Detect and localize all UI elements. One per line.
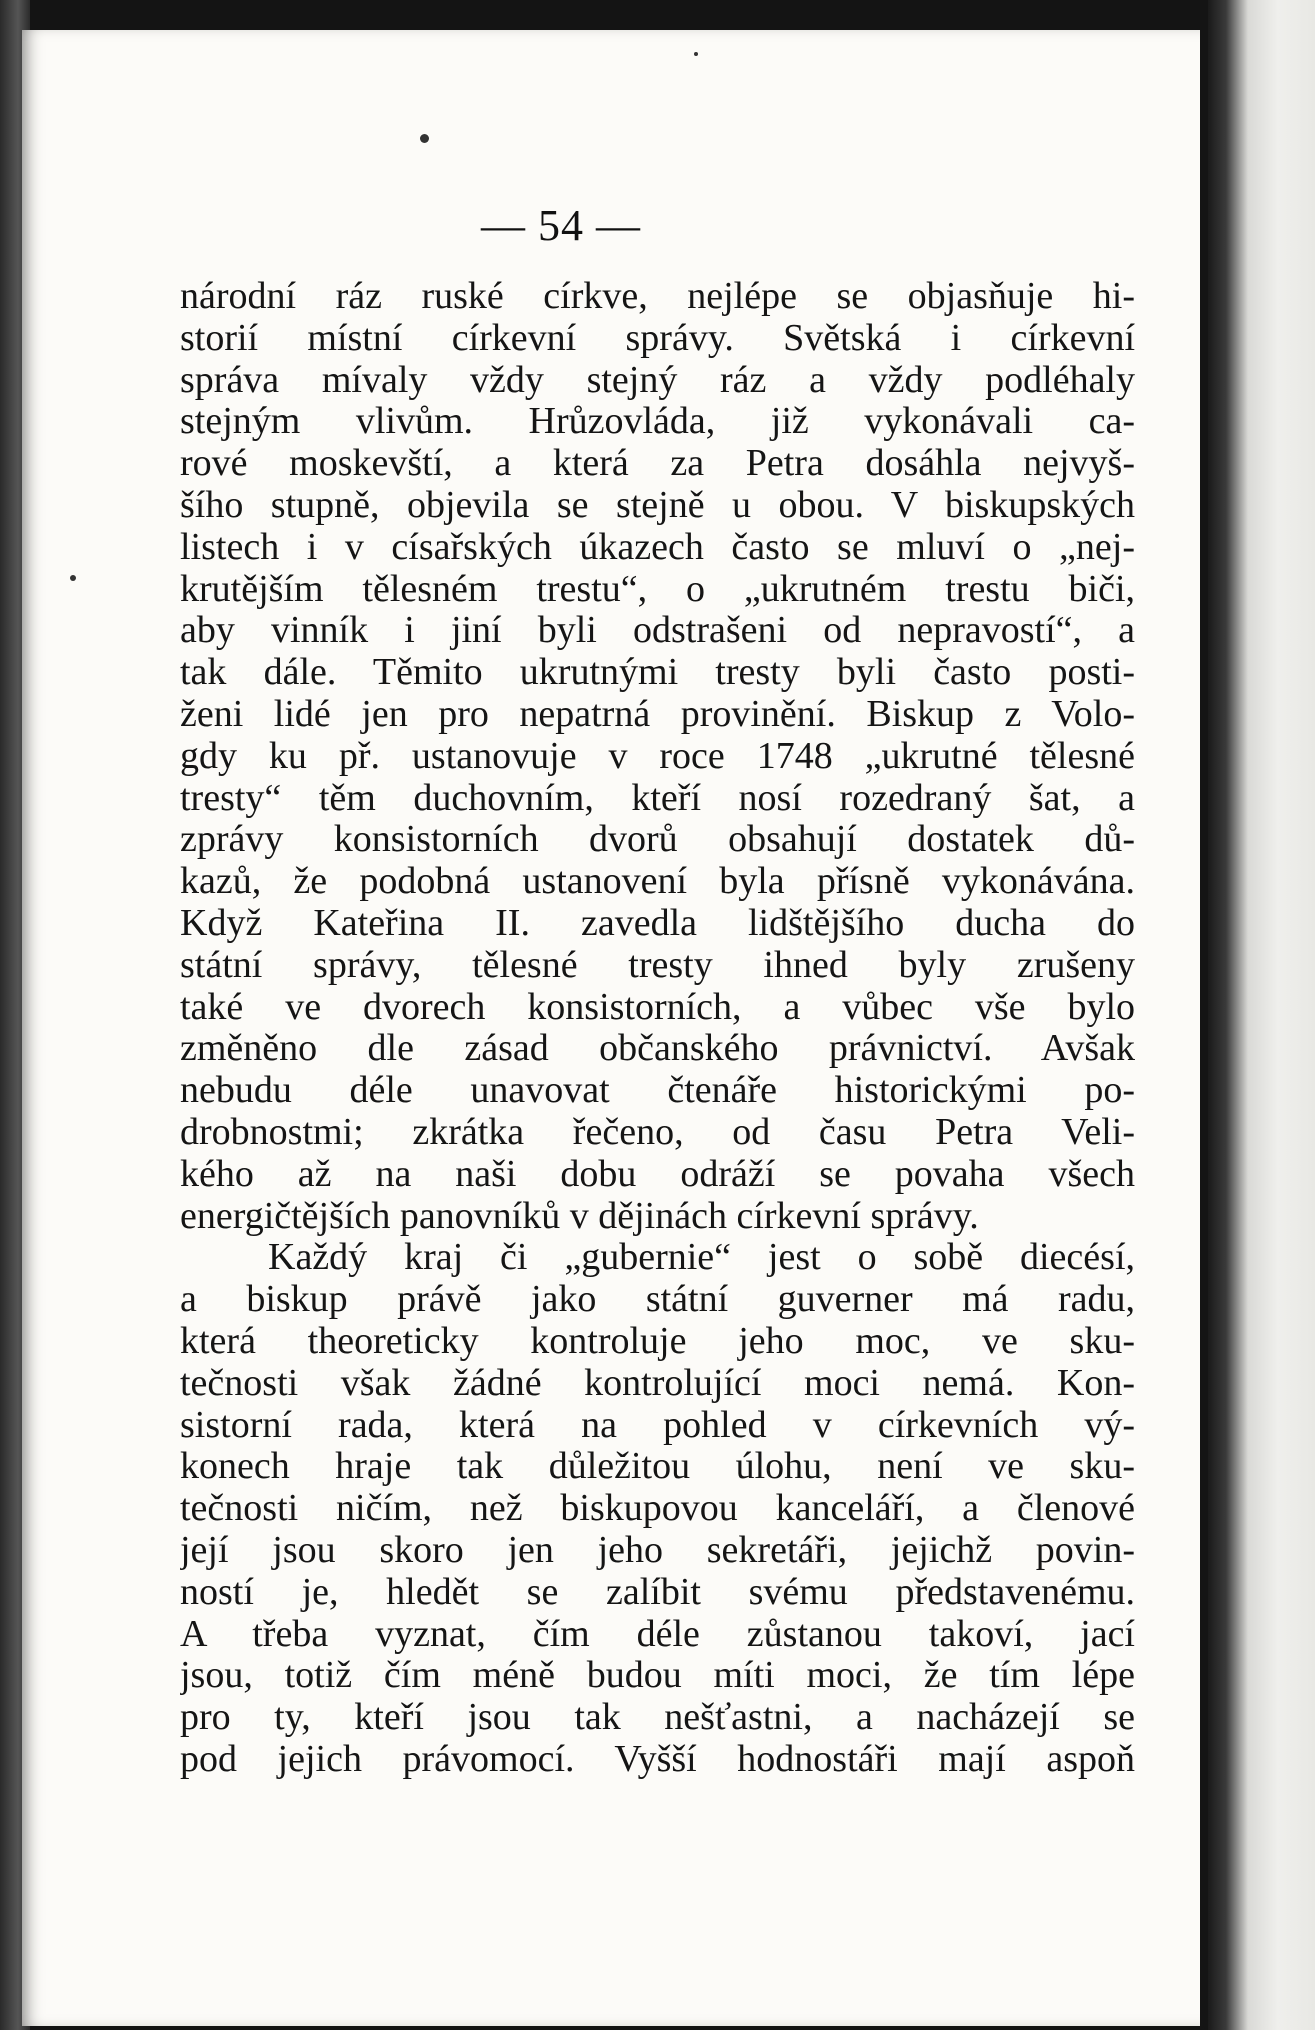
text-line: která theoreticky kontroluje jeho moc, ve sku- xyxy=(180,1320,1135,1362)
text-line: storií místní církevní správy. Světská i církevní xyxy=(180,317,1135,359)
text-line: gdy ku př. ustanovuje v roce 1748 „ukrutné tělesné xyxy=(180,735,1135,777)
text-line: jsou, totiž čím méně budou míti moci, že tím lépe xyxy=(180,1655,1135,1697)
ink-speck xyxy=(420,134,429,143)
text-line: A třeba vyznat, čím déle zůstanou takoví, jací xyxy=(180,1613,1135,1655)
text-line: konech hraje tak důležitou úlohu, není ve sku- xyxy=(180,1446,1135,1488)
text-line: tresty“ těm duchovním, kteří nosí rozedraný šat, a xyxy=(180,777,1135,819)
text-line: listech i v císařských úkazech často se mluví o „nej- xyxy=(180,526,1135,568)
text-line: státní správy, tělesné tresty ihned byly zrušeny xyxy=(180,944,1135,986)
text-line: tečnosti však žádné kontrolující moci nemá. Kon- xyxy=(180,1362,1135,1404)
text-line: tečnosti ničím, než biskupovou kanceláří, a členové xyxy=(180,1488,1135,1530)
text-line: krutějším tělesném trestu“, o „ukrutném trestu biči, xyxy=(180,568,1135,610)
body-text xyxy=(180,276,1135,1781)
text-line: aby vinník i jiní byli odstrašeni od nepravostí“, a xyxy=(180,610,1135,652)
text-line: ženi lidé jen pro nepatrná provinění. Biskup z Volo- xyxy=(180,693,1135,735)
text-line: její jsou skoro jen jeho sekretáři, jejichž povin- xyxy=(180,1529,1135,1571)
text-line: a biskup právě jako státní guverner má radu, xyxy=(180,1279,1135,1321)
text-line: stejným vlivům. Hrůzovláda, již vykonávali ca- xyxy=(180,401,1135,443)
text-line: pod jejich právomocí. Vyšší hodnostáři mají aspoň xyxy=(180,1738,1135,1780)
text-line: sistorní rada, která na pohled v církevních vý- xyxy=(180,1404,1135,1446)
text-line: rové moskevští, a která za Petra dosáhla nejvyš- xyxy=(180,443,1135,485)
text-line: šího stupně, objevila se stejně u obou. V biskupských xyxy=(180,484,1135,526)
text-line: kého až na naši dobu odráží se povaha všech xyxy=(180,1153,1135,1195)
text-line: nebudu déle unavovat čtenáře historickými po- xyxy=(180,1070,1135,1112)
text-line: také ve dvorech konsistorních, a vůbec vše bylo xyxy=(180,986,1135,1028)
text-line: Když Kateřina II. zavedla lidštějšího ducha do xyxy=(180,902,1135,944)
text-line: energičtějších panovníků v dějinách církevní správy. xyxy=(180,1195,979,1237)
text-line: pro ty, kteří jsou tak nešťastni, a nacházejí se xyxy=(180,1697,1135,1739)
text-line: správa mívaly vždy stejný ráz a vždy podléhaly xyxy=(180,359,1135,401)
ink-speck xyxy=(70,575,76,581)
text-line: drobnostmi; zkrátka řečeno, od času Petra Veli- xyxy=(180,1111,1135,1153)
text-line: tak dále. Těmito ukrutnými tresty byli často posti- xyxy=(180,652,1135,694)
text-line: národní ráz ruské církve, nejlépe se objasňuje hi- xyxy=(180,276,1135,317)
text-line: Každý kraj či „gubernie“ jest o sobě diecésí, xyxy=(268,1237,1135,1279)
adjacent-page-edge xyxy=(1208,0,1315,2030)
text-line: kazů, že podobná ustanovení byla přísně vykonávána. xyxy=(180,861,1135,903)
ink-speck xyxy=(694,52,698,56)
text-line: zprávy konsistorních dvorů obsahují dostatek dů- xyxy=(180,819,1135,861)
text-line: ností je, hledět se zalíbit svému představenému. xyxy=(180,1571,1135,1613)
page-number: — 54 — xyxy=(481,201,641,250)
text-line: změněno dle zásad občanského právnictví. Avšak xyxy=(180,1028,1135,1070)
